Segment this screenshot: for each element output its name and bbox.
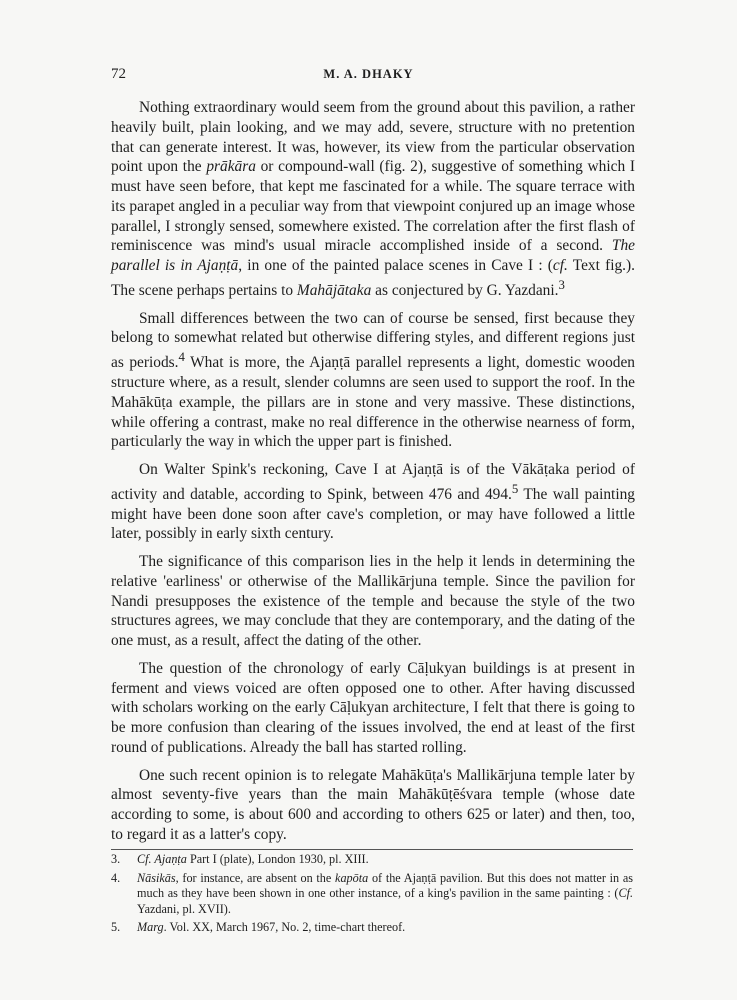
footnote-ref: 4 bbox=[178, 350, 185, 365]
footnote bbox=[111, 920, 633, 936]
footnote-ref: 5 bbox=[511, 481, 519, 496]
footnote-number: 4. bbox=[111, 870, 121, 885]
footnote-number: 3. bbox=[111, 852, 121, 866]
paragraph bbox=[111, 659, 635, 758]
italic-term: kapōta bbox=[335, 870, 369, 885]
italic-term: Cf. bbox=[618, 886, 633, 901]
italic-term: Nāsikās bbox=[137, 870, 176, 885]
paragraph bbox=[111, 309, 635, 452]
paragraph bbox=[111, 552, 635, 651]
italic-term: cf. bbox=[552, 257, 568, 274]
text-span: The wall painting might have been done soon after cave's completion, or may have followed a little later, possibly in early sixth century. bbox=[111, 485, 635, 543]
footnote-text bbox=[137, 852, 633, 868]
footnote-text bbox=[137, 920, 633, 936]
text-span: Nothing extraordinary would seem from the ground about this pavilion, a rather heavily built, plain looking, and we may add, severe, structure with no pretention that can generate interest. It was, however, its view from the particular observation point upon the bbox=[111, 99, 635, 176]
text-span: On Walter Spink's reckoning, Cave I at Ajaṇṭā is of the Vākāṭaka period of activity and datable, according to Spink, between 476 and 494. bbox=[111, 461, 635, 503]
text-span: Yazdani, pl. XVII). bbox=[137, 901, 231, 916]
footnote bbox=[111, 871, 633, 918]
text-span: as conjectured by G. Yazdani. bbox=[371, 281, 559, 299]
italic-phrase: The parallel is in Ajaṇṭā bbox=[111, 237, 635, 274]
paragraph bbox=[111, 766, 635, 845]
footnote-text bbox=[137, 871, 633, 918]
paragraph bbox=[111, 98, 635, 301]
text-span: Part I (plate), London 1930, pl. XIII. bbox=[186, 852, 369, 866]
italic-term: Mahājātaka bbox=[296, 281, 372, 299]
text-span: , in one of the painted palace scenes in Cave I : ( bbox=[238, 257, 553, 274]
footnote-divider bbox=[111, 849, 633, 850]
text-span: or compound-wall (fig. 2), suggestive of something which I must have seen before, that kept me fascinated for a while. The square terrace with its parapet angled in a peculiar way from that viewpoint conjured up an image whose parallel, I strongly sensed, somewhere existed. The correlation after the first flash of reminiscence was mind's usual miracle accomplished inside of a second. bbox=[111, 158, 635, 255]
text-span: Text fig.). The scene perhaps pertains to bbox=[111, 257, 635, 299]
text-span: What is more, the Ajaṇṭā parallel represents a light, domestic wooden structure where, as a result, slender columns are seen used to support the roof. In the Mahākūṭa example, the pillars are in stone and very massive. These distinctions, while offering a contrast, make no real difference in the otherwise nearness of form, particularly the way in which the upper part is finished. bbox=[111, 354, 636, 451]
italic-term: prākāra bbox=[206, 158, 256, 176]
text-span: . Vol. XX, March 1967, No. 2, time-chart thereof. bbox=[163, 920, 406, 935]
text-span: of the Ajaṇṭā pavilion. But this does not matter in as much as they have been shown in one other instance, of a king's pavilion in the same painting : ( bbox=[137, 870, 633, 901]
text-span: The significance of this comparison lies in the help it lends in determining the relative 'earliness' or otherwise of the Mallikārjuna temple. Since the pavilion for Nandi presupposes the existence of the temple and because the style of the two structures agrees, we may conclude that they are contemporary, and the dating of the one must, as a result, affect the dating of the other. bbox=[111, 553, 635, 650]
footnotes bbox=[111, 852, 633, 939]
italic-term: Marg bbox=[137, 920, 164, 935]
body-text bbox=[111, 98, 635, 845]
text-span: The question of the chronology of early Cāḷukyan buildings is at present in ferment and views voiced are often opposed one to other. After having discussed with scholars working on the early Cāḷukyan architecture, I felt that there is going to be more confusion than clearing of the issues involved, the end at least of the first round of publications. Already the ball has started rolling. bbox=[111, 659, 635, 756]
page-header bbox=[0, 66, 737, 88]
footnote-number: 5. bbox=[111, 920, 121, 935]
footnote bbox=[111, 852, 633, 868]
page-number: 72 bbox=[111, 66, 126, 82]
text-span: One such recent opinion is to relegate Mahākūṭa's Mallikārjuna temple later by almost seventy-five years than the main Mahākūṭēśvara temple (whose date according to some, is about 600 and according to others 625 or later) and then, too, to regard it as a latter's copy. bbox=[111, 766, 635, 843]
italic-term: Cf. Ajaṇṭa bbox=[137, 852, 187, 866]
footnote-ref: 3 bbox=[558, 277, 565, 292]
running-head: M. A. DHAKY bbox=[323, 67, 414, 81]
paragraph bbox=[111, 460, 635, 544]
text-span: , for instance, are absent on the bbox=[175, 870, 336, 885]
text-span: Small differences between the two can of course be sensed, first because they belong to somewhat related but otherwise differing styles, and different regions just as periods. bbox=[111, 309, 635, 372]
